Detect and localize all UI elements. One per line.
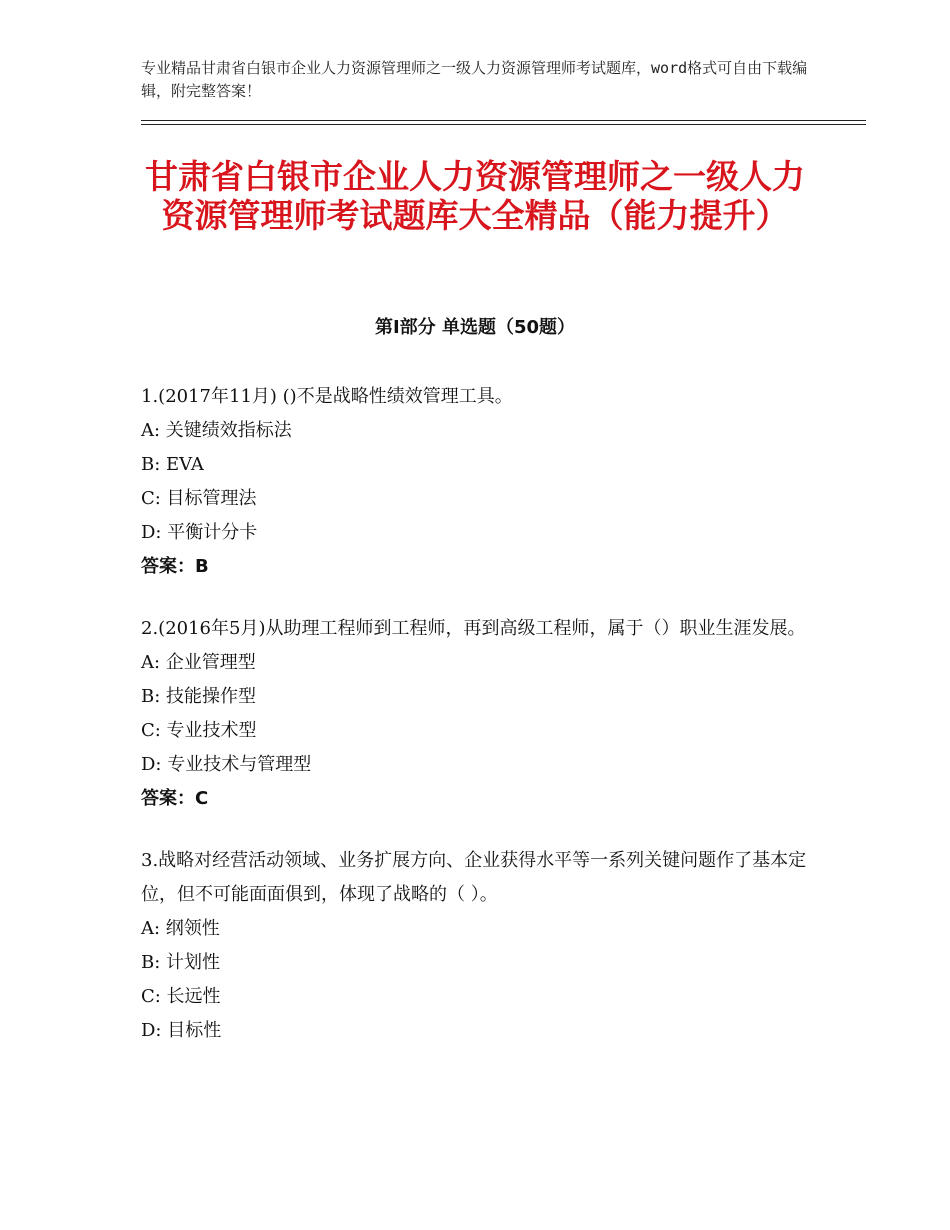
option-a: A: 纲领性: [141, 918, 220, 939]
option-d: D: 目标性: [141, 1020, 222, 1041]
question-3: [141, 844, 821, 1048]
option-b: B: 计划性: [141, 952, 221, 973]
section-title: 第Ⅰ部分 单选题（50题）: [374, 317, 575, 338]
question-list: [141, 380, 821, 1076]
option-b: B: 技能操作型: [141, 686, 257, 707]
option-d: D: 平衡计分卡: [141, 522, 258, 543]
option-c: C: 目标管理法: [141, 488, 257, 509]
option-a: A: 企业管理型: [141, 652, 256, 673]
option-c: C: 专业技术型: [141, 720, 257, 741]
header-divider-line-bottom: [141, 124, 866, 125]
option-d: D: 专业技术与管理型: [141, 754, 312, 775]
document-title: 甘肃省白银市企业人力资源管理师之一级人力资源管理师考试题库大全精品（能力提升）: [145, 157, 805, 235]
header-note: 专业精品甘肃省白银市企业人力资源管理师之一级人力资源管理师考试题库，word格式可自由下载编辑，附完整答案！: [141, 59, 808, 100]
question-stem: 2.(2016年5月)从助理工程师到工程师，再到高级工程师，属于（）职业生涯发展。: [141, 618, 806, 639]
header-divider-line-top: [141, 120, 866, 121]
question-stem: 3.战略对经营活动领域、业务扩展方向、企业获得水平等一系列关键问题作了基本定 位，但不可能面面俱到，体现了战略的（ ）。: [141, 850, 807, 905]
answer-label: 答案：B: [141, 556, 209, 577]
question-1: [141, 380, 821, 584]
header-divider: [141, 120, 866, 126]
option-c: C: 长远性: [141, 986, 221, 1007]
option-a: A: 关键绩效指标法: [141, 420, 292, 441]
question-stem: 1.(2017年11月) ()不是战略性绩效管理工具。: [141, 386, 513, 407]
option-b: B: EVA: [141, 454, 204, 475]
question-2: [141, 612, 821, 816]
answer-label: 答案：C: [141, 788, 209, 809]
